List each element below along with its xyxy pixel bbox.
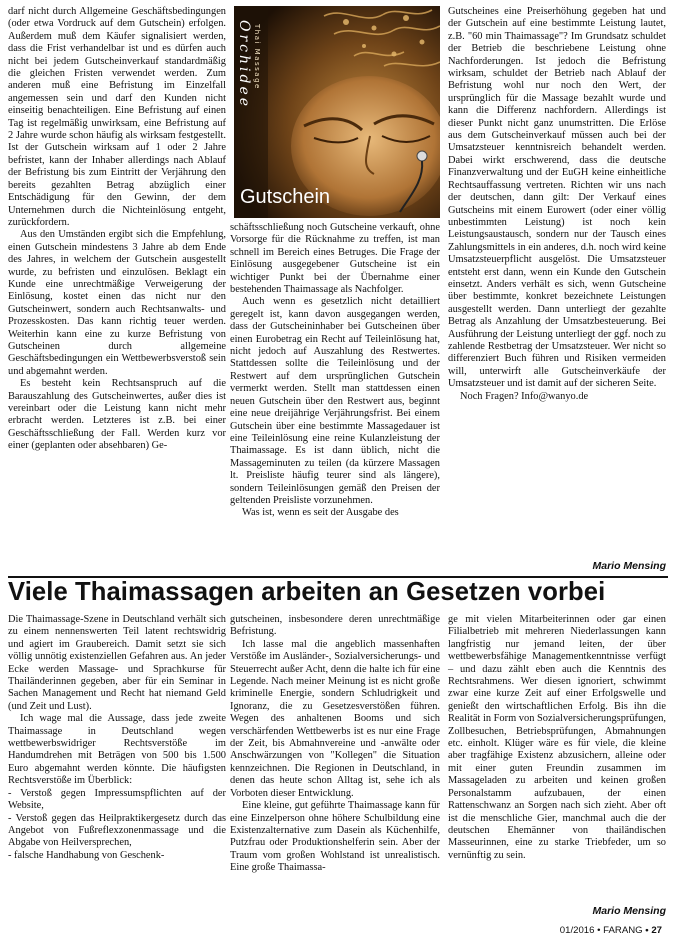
page-footer <box>560 925 662 936</box>
paragraph: Eine kleine, gut geführte Thaimassage kann für eine Einzelperson ohne höhere Schulbildung eine Existenzalternative zum Dasein als Küchenhilfe, Putzfrau oder Produktionshelferin sein. Aber der Traum vom großen Wohlstand ist unrealistisch. Eine große Thaimassa- <box>230 800 440 874</box>
article-column-2 <box>230 222 440 520</box>
voucher-photo <box>234 6 440 218</box>
magazine-name: FARANG <box>603 925 643 936</box>
contact-line: Noch Fragen? Info@wanyo.de <box>460 390 589 402</box>
separator: • <box>645 925 649 936</box>
paragraph: Ich wage mal die Aussage, dass jede zweite Thaimassage in Deutschland wegen wettbewerbswidriger Rechtsverstöße im Handumdrehen mit Beträgen von 500 bis 1.500 Euro abgemahnt werden könnte. Die häufigsten Rechtsverstöße im Überblick: <box>8 713 226 787</box>
article2-column-2 <box>230 614 440 875</box>
brand-name: Orchidee <box>236 20 252 110</box>
article-column-3 <box>448 6 666 403</box>
paragraph: Es besteht kein Rechtsanspruch auf die Barauszahlung des Gutscheinwertes, außer dies ist vereinbart oder die Leistung kann nicht mehr erbracht werden. Letzteres ist z.B. bei einer Geschäftsschließung der Fall. Werden kurz vor einer (geplanten oder absehbaren) Ge- <box>8 378 226 452</box>
page-number: 27 <box>651 925 662 936</box>
list-item: - Verstoß gegen Impressumspflichten auf der Website, <box>8 787 226 812</box>
author-byline: Mario Mensing <box>592 905 666 917</box>
paragraph: Aus den Umständen ergibt sich die Empfehlung, einen Gutschein mindestens 3 Jahre ab dem Ende des Jahres, in welchem der Gutschein ausgestellt wurde, zu befristen und einzulösen. Beklagt ein Kunde eine unrechtmäßige Verweigerung der Einlösung, kostet einen das nicht nur den Gutscheinwert, sondern auch Rechtsanwalts- und Prozesskosten. Das kann richtig teuer werden. Weiterhin kann eine zu kurze Befristung von Gutscheinen durch allgemeine Geschäftsbedingungen ein Wettbewerbsverstoß sein und abgemahnt werden. <box>8 229 226 377</box>
article-headline: Viele Thaimassagen arbeiten an Gesetzen vorbei <box>8 578 606 606</box>
paragraph: Ich lasse mal die angeblich massenhaften Verstöße im Ausländer-, Sozialversicherungs- und Steuerrecht außer Acht, denn die halte ich für eine Legende. Nach meiner Meinung ist es nicht große kriminelle Energie, sondern Schludrigkeit und Ignoranz, die zu Gesetzesverstößen führen. Wegen des anhaltenen Booms und sich verschärfenden Wettbewerbs ist es nur eine Frage der Zeit, bis Abmahnvereine und -anwälte oder Anschwärzungen von "Kollegen" die Situation kennzeichnen. Die Regionen in Deutschland, in denen das heute schon Alltag ist, sehe ich als Vorboten dieser Entwicklung. <box>230 638 440 799</box>
paragraph: ge mit vielen Mitarbeiterinnen oder gar einen Filialbetrieb mit mehreren Niederlassungen kann langfristig nur jemand leiten, der über wettbewerbsfähige Managementkenntnisse verfügt – und dazu zählt eben auch die Kenntnis des Rechtsrahmens. Wer diesen ignoriert, schwimmt zwar eine kurze Zeit auf einer Erfolgswelle und genießt den wirtschaftlichen Erfolg. Bis ihn die Realität in Form von Sozialversicherungsprüfungen, Zollbesuchen, Betriebsprüfungen, Abmahnungen etc. einholt. Klüger wäre es für viele, die kleine aber tragfähige Existenz abzusichern, alleine oder mit einer guten Freundin zusammen im Massageladen zu arbeiten und keinen großen Personalstamm aufzubauen, der einen Rattenschwanz an Sorgen nach sich zieht. Aber oft ist die menschliche Gier, manchmal auch die der deutschen Ehemänner von thailändischen Masseurinnen, eine zu starke Triebfeder, um so vernünftig zu sein. <box>448 614 666 861</box>
article2-column-1 <box>8 614 226 862</box>
article-column-1 <box>8 6 226 453</box>
paragraph: Auch wenn es gesetzlich nicht detailliert geregelt ist, kann davon ausgegangen werden, dass der Gutscheininhaber bei Gutscheinen über einen Eurobetrag ein Recht auf Teileinlösung hat, nicht jedoch auf Auszahlung des Restwertes. Stattdessen sollte die Teileinlösung und der Restwert auf dem ursprünglichen Gutschein vermerkt werden. Stellt man stattdessen einen neuen Gutschein über den Restwert aus, beginnt eine neue dreijährige Verjährungsfrist. Bei einem Gutschein über eine bestimmte Massagedauer ist eine Teileinlösung eine reine Kulanzleistung der Thaimassage. Es ist dann üblich, nicht die Massageminuten zu teilen (da kürzere Massagen lt. Preisliste häufig teurer sind als längere), sondern Teileinlösungen gemäß den Preisen der geltenden Preisliste vorzunehmen. <box>230 296 440 506</box>
author-byline: Mario Mensing <box>592 560 666 572</box>
list-item: - Verstoß gegen das Heilpraktikergesetz durch das Angebot von Fußreflexzonenmassage und die Abgabe von Heilversprechen, <box>8 812 226 849</box>
paragraph: darf nicht durch Allgemeine Geschäftsbedingungen (oder etwa Vordruck auf dem Gutschein) erfolgen. Außerdem muß dem Käufer signalisiert werden, dass die Frist verhandelbar ist und es dürfen auch nicht bei jedem Gutscheinverkauf standardmäßig die gleichen Fristen verwendet werden. Zum anderen muß eine Befristung im Einzelfall angemessen sein und darf den Kunden nicht einseitig benachteiligen. Eine Befristung auf einen Tag ist regelmäßig unwirksam, eine Befristung auf 2 Jahre wurde schon häufig als wirksam festgestellt. Ist der Gutschein wirksam auf 1 oder 2 Jahre befristet, kann der Inhaber allerdings nach Ablauf der Befristung bis zum Eintritt der Verjährung den bereits gezahlten Betrag abzüglich einer Entschädigung für den Gewinn, der dem Unternehmen durch die Nichteinlösung entgeht, zurückfordern. <box>8 6 226 228</box>
paragraph: Was ist, wenn es seit der Ausgabe des <box>242 507 399 519</box>
paragraph: Gutscheines eine Preiserhöhung gegeben hat und der Gutschein auf eine bestimmte Leistung lautet, z.B. "60 min Thaimassage"? Im Grundsatz schuldet der Betrieb die beschriebene Leistung ohne Nachforderungen. Ist jedoch die Befristung wirksam, schuldet der Betrieb nach Ablauf der Befristung wohl nur noch den Wert, der ursprünglich für die Massage bezahlt wurde und kann die Differenz nachfordern. Allerdings ist dieser Punkt nicht ganz unumstritten. Die Erlöse aus dem Gutscheinverkauf müssen auch bei der Umsatzsteuer kenntnisreich behandelt werden. Dabei wirkt erschwerend, dass die deutsche Finanzverwaltung und der EuGH keine einheitliche Rechtsauffassung vertreten. Richten wir uns nach der deutschen, dann gilt: Der Verkauf eines Gutscheins mit einem Eurowert (oder einer völlig unbestimmten Leistung) ist noch kein Leistungsaustausch, sondern nur der Tausch eines Zahlungsmittels in ein anderes, d.h. noch wird keine Umsatzsteuerpflicht ausgelöst. Die Umsatzsteuer entsteht erst dann, wenn ein Kunde den Gutschein einsetzt. Anders verhält es sich, wenn Gutscheine über bestimmte, konkret bezeichnete Leistungen ausgestellt werden. Dann unterliegt der gezahlte Betrag als Anzahlung der Umsatzbesteuerung. Bei Ausführung der Leistung unterliegt der ggf. noch zu zahlende Restbetrag der Umsatzsteuer. Wer nicht so differenziert Buch führen und Risiken vermeiden will, unterwirft alle Gutscheinverkäufe der Umsatzsteuer und ist damit auf der sicheren Seite. <box>448 6 666 390</box>
violations-list <box>8 788 226 862</box>
brand-subtitle: Thai Massage <box>253 24 261 90</box>
voucher-label: Gutschein <box>240 186 331 208</box>
article2-column-3 <box>448 614 666 862</box>
paragraph: Die Thaimassage-Szene in Deutschland verhält sich zu einem nennenswerten Teil latent rechtswidrig und agiert im Graubereich. Damit setzt sie sich völlig unnötig existenziellen Gefahren aus. An jeder Ecke werden Massage- und Sprachkurse für Thailänderinnen gegeben, aber für ein Seminar in Sachen Management und Recht hat niemand Geld (und Zeit und Lust). <box>8 614 226 712</box>
paragraph: schäftsschließung noch Gutscheine verkauft, ohne Vorsorge für die Rücknahme zu treffen, ist man schnell im Bereich eines Betruges. Die Frage der Einlösung ausgegebener Gutscheine ist ein wichtiger Punkt bei der Übernahme einer bestehenden Thaimassage als Nachfolger. <box>230 222 440 296</box>
list-item: - falsche Handhabung von Geschenk- <box>8 849 165 861</box>
issue-number: 01/2016 <box>559 925 595 936</box>
paragraph: gutscheinen, insbesondere deren unrechtmäßige Befristung. <box>230 614 440 638</box>
separator: • <box>597 925 601 936</box>
